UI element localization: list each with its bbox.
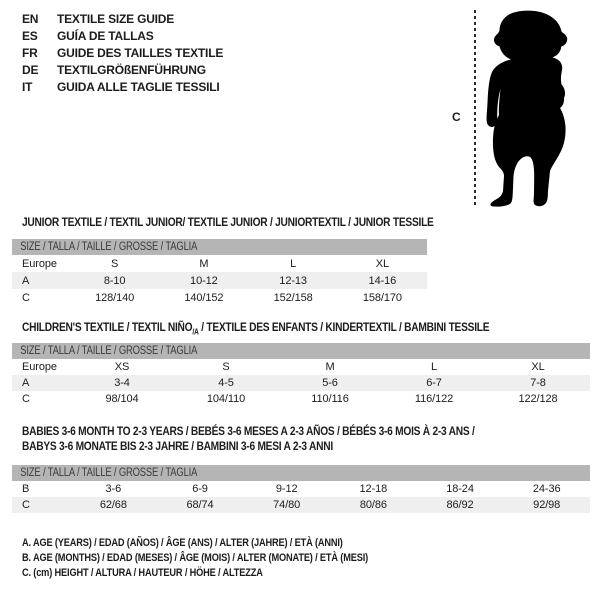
junior-size-table [12,239,427,306]
cell-value: 122/128 [518,393,558,405]
cell-value: 152/158 [273,291,313,304]
cell-value: L [430,361,438,373]
title-line: BABYS 3-6 MONATE BIS 2-3 JAHRE / BAMBINI 3-6 MESI A 2-3 ANNI [22,439,333,453]
row-label: C [22,499,30,511]
footnote: C. (cm) HEIGHT / ALTURA / HAUTEUR / HÖHE / ALTEZZA [22,567,263,579]
cell-value: S [111,257,119,270]
cell-value: 80/86 [359,499,387,511]
cell-value: 8-10 [103,274,126,287]
row-label: A [22,377,30,389]
language-code: FR [22,45,38,60]
language-code: EN [22,11,39,26]
title-line: BABIES 3-6 MONTH TO 2-3 YEARS / BEBÉS 3-6 MESES A 2-3 AÑOS / BÉBÉS 3-6 MOIS À 2-3 ANS / [22,424,475,438]
babies-table-title [22,424,475,454]
size-header-bar [12,343,590,359]
cell-value: 5-6 [322,377,338,389]
language-code: ES [22,28,38,43]
cell-value: M [199,257,209,270]
row-label: Europe [22,257,57,270]
table-rows [12,359,590,407]
footnote-list [22,537,434,582]
cell-value: XS [114,361,130,373]
language-code: DE [22,62,39,77]
table-row [12,391,590,407]
height-measure-dashed-line [474,10,476,208]
cell-value: 24-36 [532,483,561,495]
table-rows [12,255,427,306]
cell-value: XL [375,257,389,270]
table-row [12,255,427,272]
table-row [12,289,427,306]
cell-value: L [290,257,297,270]
cell-value: 3-4 [114,377,130,389]
height-measure-label: C [452,110,461,124]
language-row [22,27,223,44]
title-subscript: /A [192,327,199,337]
cell-value: 12-13 [279,274,307,287]
cell-value: 158/170 [362,291,402,304]
language-row [22,10,223,27]
cell-value: 140/152 [184,291,224,304]
cell-value: 110/116 [311,393,349,405]
table-row [12,497,590,513]
cell-value: 86/92 [446,499,474,511]
table-row [12,375,590,391]
row-label: C [22,291,30,304]
cell-value: 116/122 [414,393,454,405]
cell-value: 7-8 [530,377,546,389]
table-row [12,272,427,289]
language-title: GUIDA ALLE TAGLIE TESSILI [57,79,220,94]
footnote: B. AGE (MONTHS) / EDAD (MESES) / ÂGE (MOIS) / ALTER (MONATE) / ETÀ (MESI) [22,552,369,564]
cell-value: 6-7 [426,377,442,389]
language-row [22,61,223,78]
size-header-label: SIZE / TALLA / TAILLE / GRÖSSE / TAGLIA [20,345,198,357]
cell-value: 12-18 [359,483,388,495]
cell-value: 68/74 [186,499,214,511]
language-title: TEXTILE SIZE GUIDE [57,11,175,26]
language-title: GUÍA DE TALLAS [57,28,154,43]
language-code: IT [22,79,33,94]
row-label: B [22,483,30,495]
babies-size-table [12,465,590,513]
cell-value: 128/140 [95,291,135,304]
row-label: A [22,274,30,287]
size-header-label: SIZE / TALLA / TAILLE / GRÖSSE / TAGLIA [20,467,198,479]
footnote: A. AGE (YEARS) / EDAD (AÑOS) / ÂGE (ANS) / ALTER (JAHRE) / ETÀ (ANNI) [22,537,343,549]
table-row [12,359,590,375]
cell-value: M [325,361,335,373]
language-row [22,78,223,95]
title-segment: CHILDREN'S TEXTILE / TEXTIL NIÑO [22,320,193,334]
table-rows [12,481,590,513]
junior-table-title: JUNIOR TEXTILE / TEXTIL JUNIOR/ TEXTILE JUNIOR / JUNIORTEXTIL / JUNIOR TESSILE [22,215,434,229]
cell-value: 9-12 [275,483,298,495]
cell-value: XL [531,361,545,373]
cell-value: 62/68 [99,499,127,511]
cell-value: 10-12 [190,274,218,287]
cell-value: 92/98 [533,499,561,511]
language-title: TEXTILGRÖßENFÜHRUNG [57,62,206,77]
cell-value: 18-24 [446,483,474,495]
cell-value: 3-6 [105,483,122,495]
size-header-label: SIZE / TALLA / TAILLE / GRÖSSE / TAGLIA [20,241,198,253]
cell-value: 74/80 [273,499,301,511]
cell-value: 104/110 [206,393,246,405]
language-row [22,44,223,61]
cell-value: S [222,361,230,373]
language-title: GUIDE DES TAILLES TEXTILE [57,45,224,60]
size-header-bar [12,239,427,255]
cell-value: 4-5 [218,377,234,389]
children-size-table [12,343,590,407]
cell-value: 6-9 [192,483,208,495]
toddler-silhouette-icon [486,9,576,207]
table-row [12,481,590,497]
cell-value: 98/104 [105,393,139,405]
row-label: C [22,393,30,405]
children-table-title [22,320,489,339]
size-header-bar [12,465,590,481]
language-list [22,10,223,95]
title-segment: / TEXTILE DES ENFANTS / KINDERTEXTIL / BAMBINI TESSILE [198,320,490,334]
row-label: Europe [22,361,57,373]
cell-value: 14-16 [368,274,397,287]
